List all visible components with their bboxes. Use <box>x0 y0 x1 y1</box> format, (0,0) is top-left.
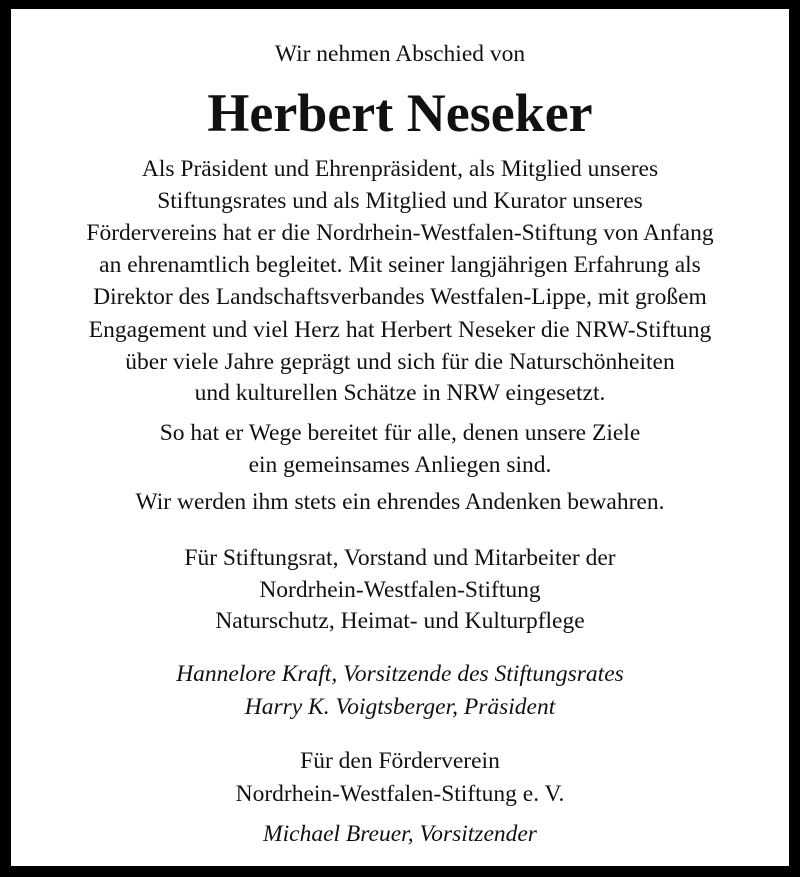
deceased-name: Herbert Neseker <box>207 83 593 143</box>
body-line: Stiftungsrates und als Mitglied und Kurator unseres <box>157 188 643 214</box>
body-line: über viele Jahre geprägt und sich für die Naturschönheiten <box>125 349 675 375</box>
org2-line: Nordrhein-Westfalen-Stiftung e. V. <box>235 781 565 807</box>
org1-line: Für Stiftungsrat, Vorstand und Mitarbeiter der <box>184 545 616 571</box>
para2-line: ein gemeinsames Anliegen sind. <box>248 452 552 478</box>
para2-line: So hat er Wege bereitet für alle, denen unsere Ziele <box>159 420 641 446</box>
signer-line: Harry K. Voigtsberger, Präsident <box>244 694 556 720</box>
body-line: Engagement und viel Herz hat Herbert Neseker die NRW-Stiftung <box>88 317 712 343</box>
intro-line: Wir nehmen Abschied von <box>274 41 526 67</box>
body-line: Direktor des Landschaftsverbandes Westfalen-Lippe, mit großem <box>93 284 707 310</box>
org1-line: Nordrhein-Westfalen-Stiftung <box>259 577 541 603</box>
para3-line: Wir werden ihm stets ein ehrendes Andenken bewahren. <box>135 489 665 515</box>
signer-line: Michael Breuer, Vorsitzender <box>263 821 537 847</box>
org2-line: Für den Förderverein <box>300 748 500 774</box>
signer-line: Hannelore Kraft, Vorsitzende des Stiftungsrates <box>176 661 624 687</box>
body-line: an ehrenamtlich begleitet. Mit seiner langjährigen Erfahrung als <box>99 252 701 278</box>
body-line: und kulturellen Schätze in NRW eingesetzt. <box>194 380 606 406</box>
body-line: Als Präsident und Ehrenpräsident, als Mitglied unseres <box>141 156 659 182</box>
body-line: Fördervereins hat er die Nordrhein-Westfalen-Stiftung von Anfang <box>86 220 714 246</box>
org1-line: Naturschutz, Heimat- und Kulturpflege <box>215 608 585 634</box>
